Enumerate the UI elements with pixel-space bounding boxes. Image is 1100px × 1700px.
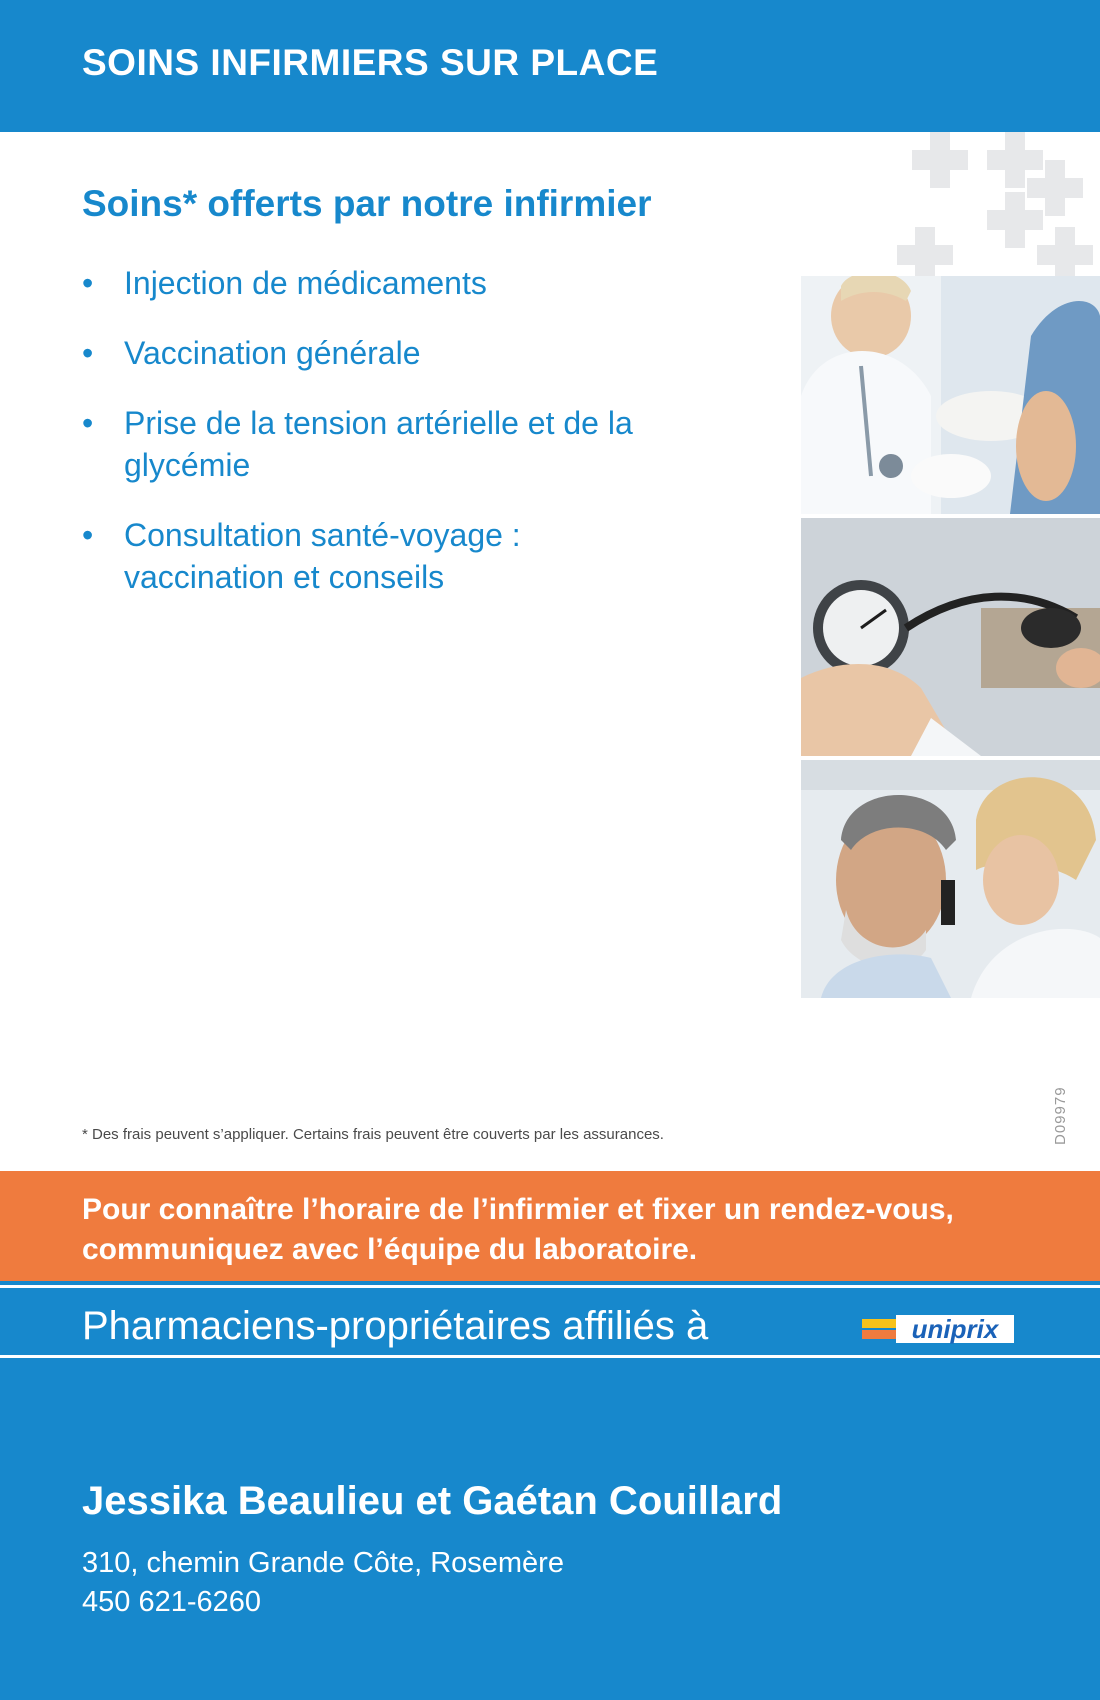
header-band [0,0,1100,132]
header-title: SOINS INFIRMIERS SUR PLACE [82,42,659,83]
decorative-crosses-icon [895,132,1100,282]
contact-section [0,1281,1100,1700]
list-item [82,332,722,374]
appointment-text: Pour connaître l’horaire de l’infirmier et fixer un rendez-vous, communiquez avec l’équipe du laboratoire. [82,1193,954,1266]
footnote: * Des frais peuvent s’appliquer. Certains frais peuvent être couverts par les assurances. [82,1126,664,1143]
uniprix-logo-icon [860,1307,1016,1351]
service-label: Vaccination générale [124,335,421,371]
services-list [82,262,722,626]
bullet: • [82,517,94,553]
appointment-banner [0,1171,1100,1281]
divider [0,1355,1100,1358]
pharmacist-owners: Jessika Beaulieu et Gaétan Couillard [82,1479,783,1523]
list-item [82,262,722,304]
service-label: Consultation santé-voyage : vaccination et conseils [124,517,521,595]
list-item [82,514,684,598]
photo-column [801,276,1100,1002]
document-code: D09979 [1052,1086,1069,1145]
list-item [82,402,724,486]
store-address: 310, chemin Grande Côte, Rosemère [82,1547,564,1579]
phone-number: 450 621-6260 [82,1586,261,1618]
bullet: • [82,335,94,371]
affiliation-text: Pharmaciens-propriétaires affiliés à [82,1304,709,1348]
bullet: • [82,405,94,441]
divider [0,1285,1100,1288]
service-label: Injection de médicaments [124,265,487,301]
svg-text:uniprix: uniprix [911,1314,999,1344]
blood-pressure-photo [801,518,1100,756]
services-heading: Soins* offerts par notre infirmier [82,183,652,224]
service-label: Prise de la tension artérielle et de la glycémie [124,405,633,483]
injection-photo [801,276,1100,514]
ear-exam-photo [801,760,1100,998]
bullet: • [82,265,94,301]
